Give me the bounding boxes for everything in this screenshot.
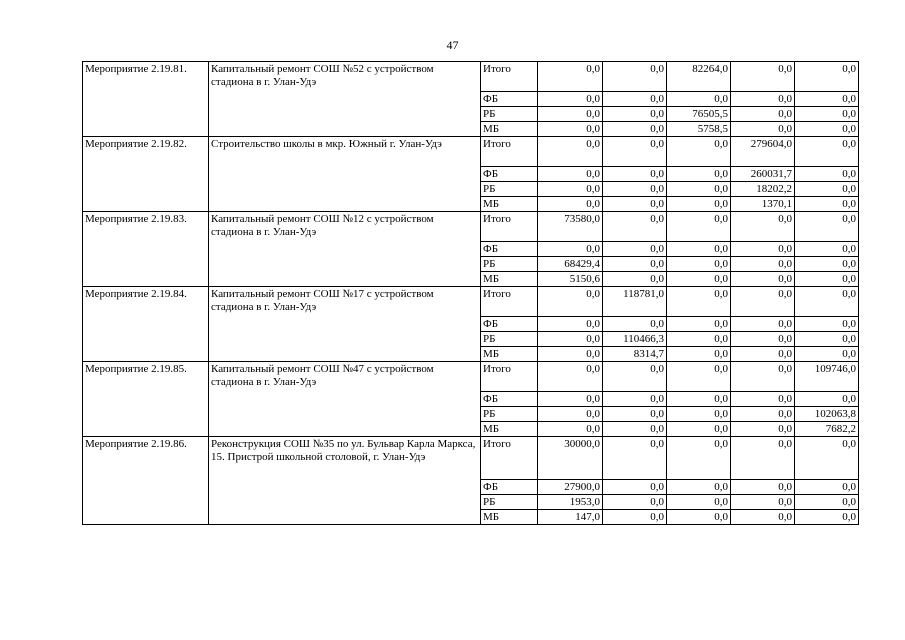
amount-cell: 0,0 — [667, 197, 731, 212]
amount-cell: 0,0 — [603, 392, 667, 407]
funding-source-cell: РБ — [481, 107, 538, 122]
amount-cell: 0,0 — [538, 122, 603, 137]
amount-cell: 0,0 — [538, 287, 603, 317]
amount-cell: 0,0 — [667, 480, 731, 495]
amount-cell: 0,0 — [795, 257, 859, 272]
amount-cell: 0,0 — [795, 392, 859, 407]
amount-cell: 0,0 — [667, 242, 731, 257]
funding-source-cell: МБ — [481, 422, 538, 437]
amount-cell: 0,0 — [603, 197, 667, 212]
amount-cell: 0,0 — [795, 347, 859, 362]
event-id-cell: Мероприятие 2.19.86. — [83, 437, 209, 525]
funding-source-cell: МБ — [481, 510, 538, 525]
amount-cell: 0,0 — [603, 167, 667, 182]
amount-cell: 0,0 — [603, 422, 667, 437]
amount-cell: 0,0 — [538, 62, 603, 92]
amount-cell: 0,0 — [795, 62, 859, 92]
amount-cell: 0,0 — [667, 332, 731, 347]
amount-cell: 82264,0 — [667, 62, 731, 92]
amount-cell: 260031,7 — [731, 167, 795, 182]
funding-source-cell: Итого — [481, 137, 538, 167]
amount-cell: 0,0 — [731, 92, 795, 107]
table-row — [83, 137, 859, 167]
amount-cell: 279604,0 — [731, 137, 795, 167]
amount-cell: 0,0 — [731, 272, 795, 287]
amount-cell: 0,0 — [667, 392, 731, 407]
amount-cell: 109746,0 — [795, 362, 859, 392]
amount-cell: 0,0 — [731, 437, 795, 480]
funding-source-cell: РБ — [481, 407, 538, 422]
amount-cell: 102063,8 — [795, 407, 859, 422]
funding-source-cell: ФБ — [481, 92, 538, 107]
funding-source-cell: ФБ — [481, 242, 538, 257]
funding-source-cell: Итого — [481, 362, 538, 392]
amount-cell: 0,0 — [731, 510, 795, 525]
amount-cell: 0,0 — [538, 422, 603, 437]
amount-cell: 0,0 — [603, 242, 667, 257]
amount-cell: 7682,2 — [795, 422, 859, 437]
amount-cell: 0,0 — [795, 332, 859, 347]
amount-cell: 0,0 — [795, 272, 859, 287]
amount-cell: 27900,0 — [538, 480, 603, 495]
amount-cell: 0,0 — [667, 510, 731, 525]
amount-cell: 0,0 — [795, 287, 859, 317]
amount-cell: 0,0 — [603, 182, 667, 197]
amount-cell: 0,0 — [603, 122, 667, 137]
amount-cell: 0,0 — [731, 107, 795, 122]
amount-cell: 0,0 — [667, 407, 731, 422]
amount-cell: 0,0 — [538, 347, 603, 362]
amount-cell: 0,0 — [603, 257, 667, 272]
event-name-cell: Капитальный ремонт СОШ №47 с устройством стадиона в г. Улан-Удэ — [209, 362, 481, 437]
amount-cell: 1953,0 — [538, 495, 603, 510]
amount-cell: 118781,0 — [603, 287, 667, 317]
amount-cell: 0,0 — [667, 495, 731, 510]
amount-cell: 0,0 — [731, 480, 795, 495]
funding-source-cell: ФБ — [481, 317, 538, 332]
funding-source-cell: МБ — [481, 347, 538, 362]
amount-cell: 0,0 — [731, 362, 795, 392]
amount-cell: 0,0 — [795, 167, 859, 182]
amount-cell: 0,0 — [731, 495, 795, 510]
funding-source-cell: МБ — [481, 272, 538, 287]
amount-cell: 0,0 — [731, 347, 795, 362]
amount-cell: 1370,1 — [731, 197, 795, 212]
table-row — [83, 437, 859, 480]
amount-cell: 0,0 — [667, 92, 731, 107]
amount-cell: 0,0 — [603, 272, 667, 287]
amount-cell: 0,0 — [795, 317, 859, 332]
amount-cell: 0,0 — [603, 212, 667, 242]
amount-cell: 0,0 — [795, 212, 859, 242]
amount-cell: 68429,4 — [538, 257, 603, 272]
amount-cell: 147,0 — [538, 510, 603, 525]
amount-cell: 0,0 — [538, 137, 603, 167]
page-number: 47 — [446, 38, 459, 52]
amount-cell: 0,0 — [795, 122, 859, 137]
amount-cell: 0,0 — [731, 62, 795, 92]
event-name-cell: Капитальный ремонт СОШ №17 с устройством стадиона в г. Улан-Удэ — [209, 287, 481, 362]
amount-cell: 0,0 — [603, 510, 667, 525]
amount-cell: 0,0 — [667, 437, 731, 480]
amount-cell: 0,0 — [538, 362, 603, 392]
amount-cell: 0,0 — [603, 407, 667, 422]
amount-cell: 0,0 — [603, 137, 667, 167]
amount-cell: 0,0 — [667, 212, 731, 242]
funding-source-cell: ФБ — [481, 480, 538, 495]
amount-cell: 0,0 — [538, 332, 603, 347]
amount-cell: 0,0 — [795, 107, 859, 122]
amount-cell: 0,0 — [795, 437, 859, 480]
amount-cell: 0,0 — [603, 317, 667, 332]
amount-cell: 0,0 — [603, 362, 667, 392]
amount-cell: 0,0 — [538, 242, 603, 257]
amount-cell: 0,0 — [538, 317, 603, 332]
budget-table-body — [83, 62, 859, 525]
amount-cell: 8314,7 — [603, 347, 667, 362]
event-id-cell: Мероприятие 2.19.82. — [83, 137, 209, 212]
amount-cell: 0,0 — [731, 242, 795, 257]
amount-cell: 73580,0 — [538, 212, 603, 242]
funding-source-cell: РБ — [481, 495, 538, 510]
amount-cell: 0,0 — [603, 92, 667, 107]
table-row — [83, 362, 859, 392]
amount-cell: 0,0 — [731, 392, 795, 407]
amount-cell: 5150,6 — [538, 272, 603, 287]
amount-cell: 0,0 — [731, 287, 795, 317]
funding-source-cell: Итого — [481, 62, 538, 92]
amount-cell: 0,0 — [731, 407, 795, 422]
funding-source-cell: Итого — [481, 212, 538, 242]
amount-cell: 30000,0 — [538, 437, 603, 480]
amount-cell: 0,0 — [731, 212, 795, 242]
amount-cell: 0,0 — [603, 495, 667, 510]
amount-cell: 0,0 — [538, 407, 603, 422]
funding-source-cell: ФБ — [481, 392, 538, 407]
amount-cell: 5758,5 — [667, 122, 731, 137]
event-name-cell: Капитальный ремонт СОШ №12 с устройством стадиона в г. Улан-Удэ — [209, 212, 481, 287]
event-id-cell: Мероприятие 2.19.85. — [83, 362, 209, 437]
amount-cell: 0,0 — [667, 257, 731, 272]
table-row — [83, 212, 859, 242]
amount-cell: 0,0 — [795, 182, 859, 197]
amount-cell: 0,0 — [603, 107, 667, 122]
amount-cell: 0,0 — [667, 347, 731, 362]
amount-cell: 0,0 — [731, 122, 795, 137]
funding-source-cell: Итого — [481, 287, 538, 317]
amount-cell: 0,0 — [667, 137, 731, 167]
amount-cell: 18202,2 — [731, 182, 795, 197]
funding-source-cell: ФБ — [481, 167, 538, 182]
amount-cell: 0,0 — [795, 92, 859, 107]
amount-cell: 0,0 — [538, 107, 603, 122]
event-id-cell: Мероприятие 2.19.83. — [83, 212, 209, 287]
amount-cell: 0,0 — [603, 437, 667, 480]
event-id-cell: Мероприятие 2.19.84. — [83, 287, 209, 362]
amount-cell: 0,0 — [667, 287, 731, 317]
amount-cell: 0,0 — [538, 182, 603, 197]
amount-cell: 0,0 — [603, 480, 667, 495]
amount-cell: 0,0 — [731, 332, 795, 347]
amount-cell: 110466,3 — [603, 332, 667, 347]
funding-source-cell: Итого — [481, 437, 538, 480]
amount-cell: 0,0 — [538, 167, 603, 182]
amount-cell: 0,0 — [731, 422, 795, 437]
event-name-cell: Строительство школы в мкр. Южный г. Улан-Удэ — [209, 137, 481, 212]
amount-cell: 0,0 — [667, 272, 731, 287]
funding-source-cell: РБ — [481, 332, 538, 347]
amount-cell: 0,0 — [795, 510, 859, 525]
table-row — [83, 62, 859, 92]
event-name-cell: Реконструкция СОШ №35 по ул. Бульвар Карла Маркса, 15. Пристрой школьной столовой, г. Улан-Удэ — [209, 437, 481, 525]
amount-cell: 0,0 — [603, 62, 667, 92]
amount-cell: 0,0 — [667, 422, 731, 437]
amount-cell: 0,0 — [667, 362, 731, 392]
amount-cell: 0,0 — [538, 92, 603, 107]
event-name-cell: Капитальный ремонт СОШ №52 с устройством стадиона в г. Улан-Удэ — [209, 62, 481, 137]
table-row — [83, 287, 859, 317]
funding-source-cell: МБ — [481, 197, 538, 212]
amount-cell: 0,0 — [538, 392, 603, 407]
funding-source-cell: МБ — [481, 122, 538, 137]
amount-cell: 0,0 — [795, 495, 859, 510]
amount-cell: 0,0 — [667, 317, 731, 332]
amount-cell: 0,0 — [731, 257, 795, 272]
event-id-cell: Мероприятие 2.19.81. — [83, 62, 209, 137]
funding-source-cell: РБ — [481, 257, 538, 272]
amount-cell: 0,0 — [795, 242, 859, 257]
amount-cell: 0,0 — [667, 182, 731, 197]
amount-cell: 0,0 — [795, 197, 859, 212]
funding-source-cell: РБ — [481, 182, 538, 197]
amount-cell: 0,0 — [795, 137, 859, 167]
budget-table — [82, 61, 859, 525]
amount-cell: 0,0 — [538, 197, 603, 212]
amount-cell: 0,0 — [667, 167, 731, 182]
amount-cell: 0,0 — [731, 317, 795, 332]
amount-cell: 0,0 — [795, 480, 859, 495]
amount-cell: 76505,5 — [667, 107, 731, 122]
